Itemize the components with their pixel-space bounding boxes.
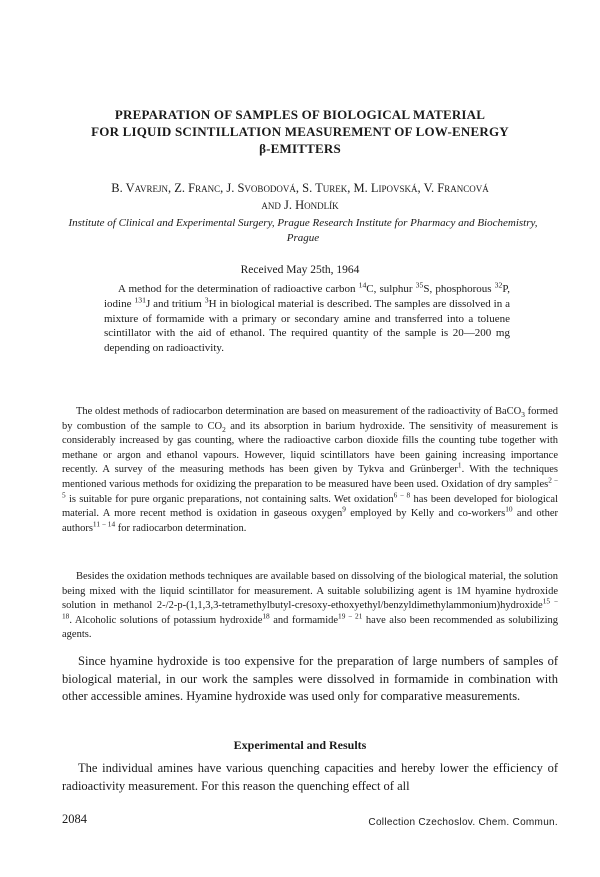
subscript: 2 <box>222 424 226 434</box>
reference-superscript: 19 − 21 <box>338 611 363 621</box>
body-text: The oldest methods of radiocarbon determination are based on measurement of the radioactivity of BaCO <box>76 406 522 417</box>
author-list <box>60 180 540 214</box>
journal-name: Collection Czechoslov. Chem. Commun. <box>368 817 558 828</box>
abstract-text: A method for the determination of radioactive carbon <box>118 283 359 295</box>
abstract-text: C, sulphur <box>366 283 416 295</box>
reference-superscript: 15 − 18 <box>62 596 558 621</box>
article-title <box>60 106 540 157</box>
title-line-1: PREPARATION OF SAMPLES OF BIOLOGICAL MATERIAL <box>114 107 486 122</box>
body-text: . With the techniques mentioned various methods for oxidizing the preparation to be measured have been used. Oxidation of dry samples <box>62 464 558 490</box>
abstract-text: P, iodine <box>104 283 511 310</box>
reference-superscript: 6 − 8 <box>393 490 411 500</box>
abstract <box>104 282 510 356</box>
body-paragraph-3 <box>62 653 558 706</box>
body-text: formed by combustion of the sample to CO <box>62 406 558 432</box>
paragraph: Since hyamine hydroxide is too expensive for the preparation of large numbers of samples of biological material, in our work the samples were dissolved in formamide in combination with other accessible amines. Hyamine hydroxide was used only for comparative measurements. <box>62 654 558 703</box>
reference-superscript: 2 − 5 <box>62 475 558 500</box>
isotope-superscript: 3 <box>204 295 209 305</box>
received-date: Received May 25th, 1964 <box>240 264 360 276</box>
body-text: and other authors <box>62 508 558 534</box>
body-text: and its absorption in barium hydroxide. The sensitivity of measurement is considerably increased by gas counting, where the radioactive carbon dioxide fills the counting tube together with methane or argon and ethanol vapours. However, liquid scintillators have been gaining increasing importance recently. A survey of the measuring methods has been given by Tykva and Grünberger <box>62 420 559 476</box>
isotope-superscript: 32 <box>494 280 503 290</box>
isotope-superscript: 35 <box>415 280 424 290</box>
abstract-text: H in biological material is described. The samples are dissolved in a mixture of formamide with a primary or secondary amine and transferred into a toluene scintillator with the aid of ethanol. The required quantity of the sample is 20—200 mg depending on radioactivity. <box>104 297 511 355</box>
paragraph: The individual amines have various quenching capacities and hereby lower the efficiency of radioactivity measurement. For this reason the quenching effect of all <box>62 761 558 793</box>
body-paragraph-4 <box>62 760 558 795</box>
affiliation: Institute of Clinical and Experimental Surgery, Prague Research Institute for Pharmacy and Biochemistry, Prague <box>68 217 538 244</box>
reference-superscript: 1 <box>457 460 462 470</box>
body-text: has been developed for biological material. A more recent method is oxidation in gaseous oxygen <box>62 493 558 520</box>
body-text: employed by Kelly and co-workers <box>345 508 506 520</box>
title-line-2: FOR LIQUID SCINTILLATION MEASUREMENT OF LOW-ENERGY <box>91 124 509 139</box>
authors-line-1: B. Vavrejn, Z. Franc, J. Svobodová, S. Turek, M. Lipovská, V. Francová <box>111 181 489 195</box>
isotope-superscript: 131 <box>134 295 146 305</box>
reference-superscript: 9 <box>342 504 346 514</box>
body-text: is suitable for pure organic preparations, not containing salts. Wet oxidation <box>65 493 394 505</box>
page-number: 2084 <box>62 812 87 826</box>
body-text: . Alcoholic solutions of potassium hydroxide <box>69 614 263 626</box>
paragraph <box>62 405 558 536</box>
reference-superscript: 11 − 14 <box>92 519 116 529</box>
body-paragraph-1 <box>62 405 558 536</box>
isotope-superscript: 14 <box>358 280 367 290</box>
body-paragraph-2 <box>62 570 558 643</box>
body-text: have also been recommended as solubilizing agents. <box>62 614 559 641</box>
body-text: and formamide <box>269 614 339 626</box>
abstract-text: S, phosphorous <box>423 283 495 295</box>
reference-superscript: 10 <box>505 504 513 514</box>
body-text: for radiocarbon determination. <box>115 522 247 534</box>
section-heading: Experimental and Results <box>233 738 367 752</box>
authors-line-2: and J. Hondlík <box>261 198 339 212</box>
reference-superscript: 18 <box>262 611 270 621</box>
title-line-3: β-EMITTERS <box>259 141 341 156</box>
body-text: Besides the oxidation methods techniques are available based on dissolving of the biological material, the solution being mixed with the liquid scintillator for measurement. A suitable solubilizing agent is 1M hyamine hydroxide solution in methanol 2-/2-p-(1,1,3,3-tetramethylbutyl-cresoxy-ethoxyethyl/benzyldimethylammonium)hydroxide <box>62 571 558 612</box>
subscript: 3 <box>521 410 525 420</box>
abstract-paragraph <box>104 282 510 356</box>
paragraph <box>62 570 558 643</box>
abstract-text: J and tritium <box>145 297 205 310</box>
